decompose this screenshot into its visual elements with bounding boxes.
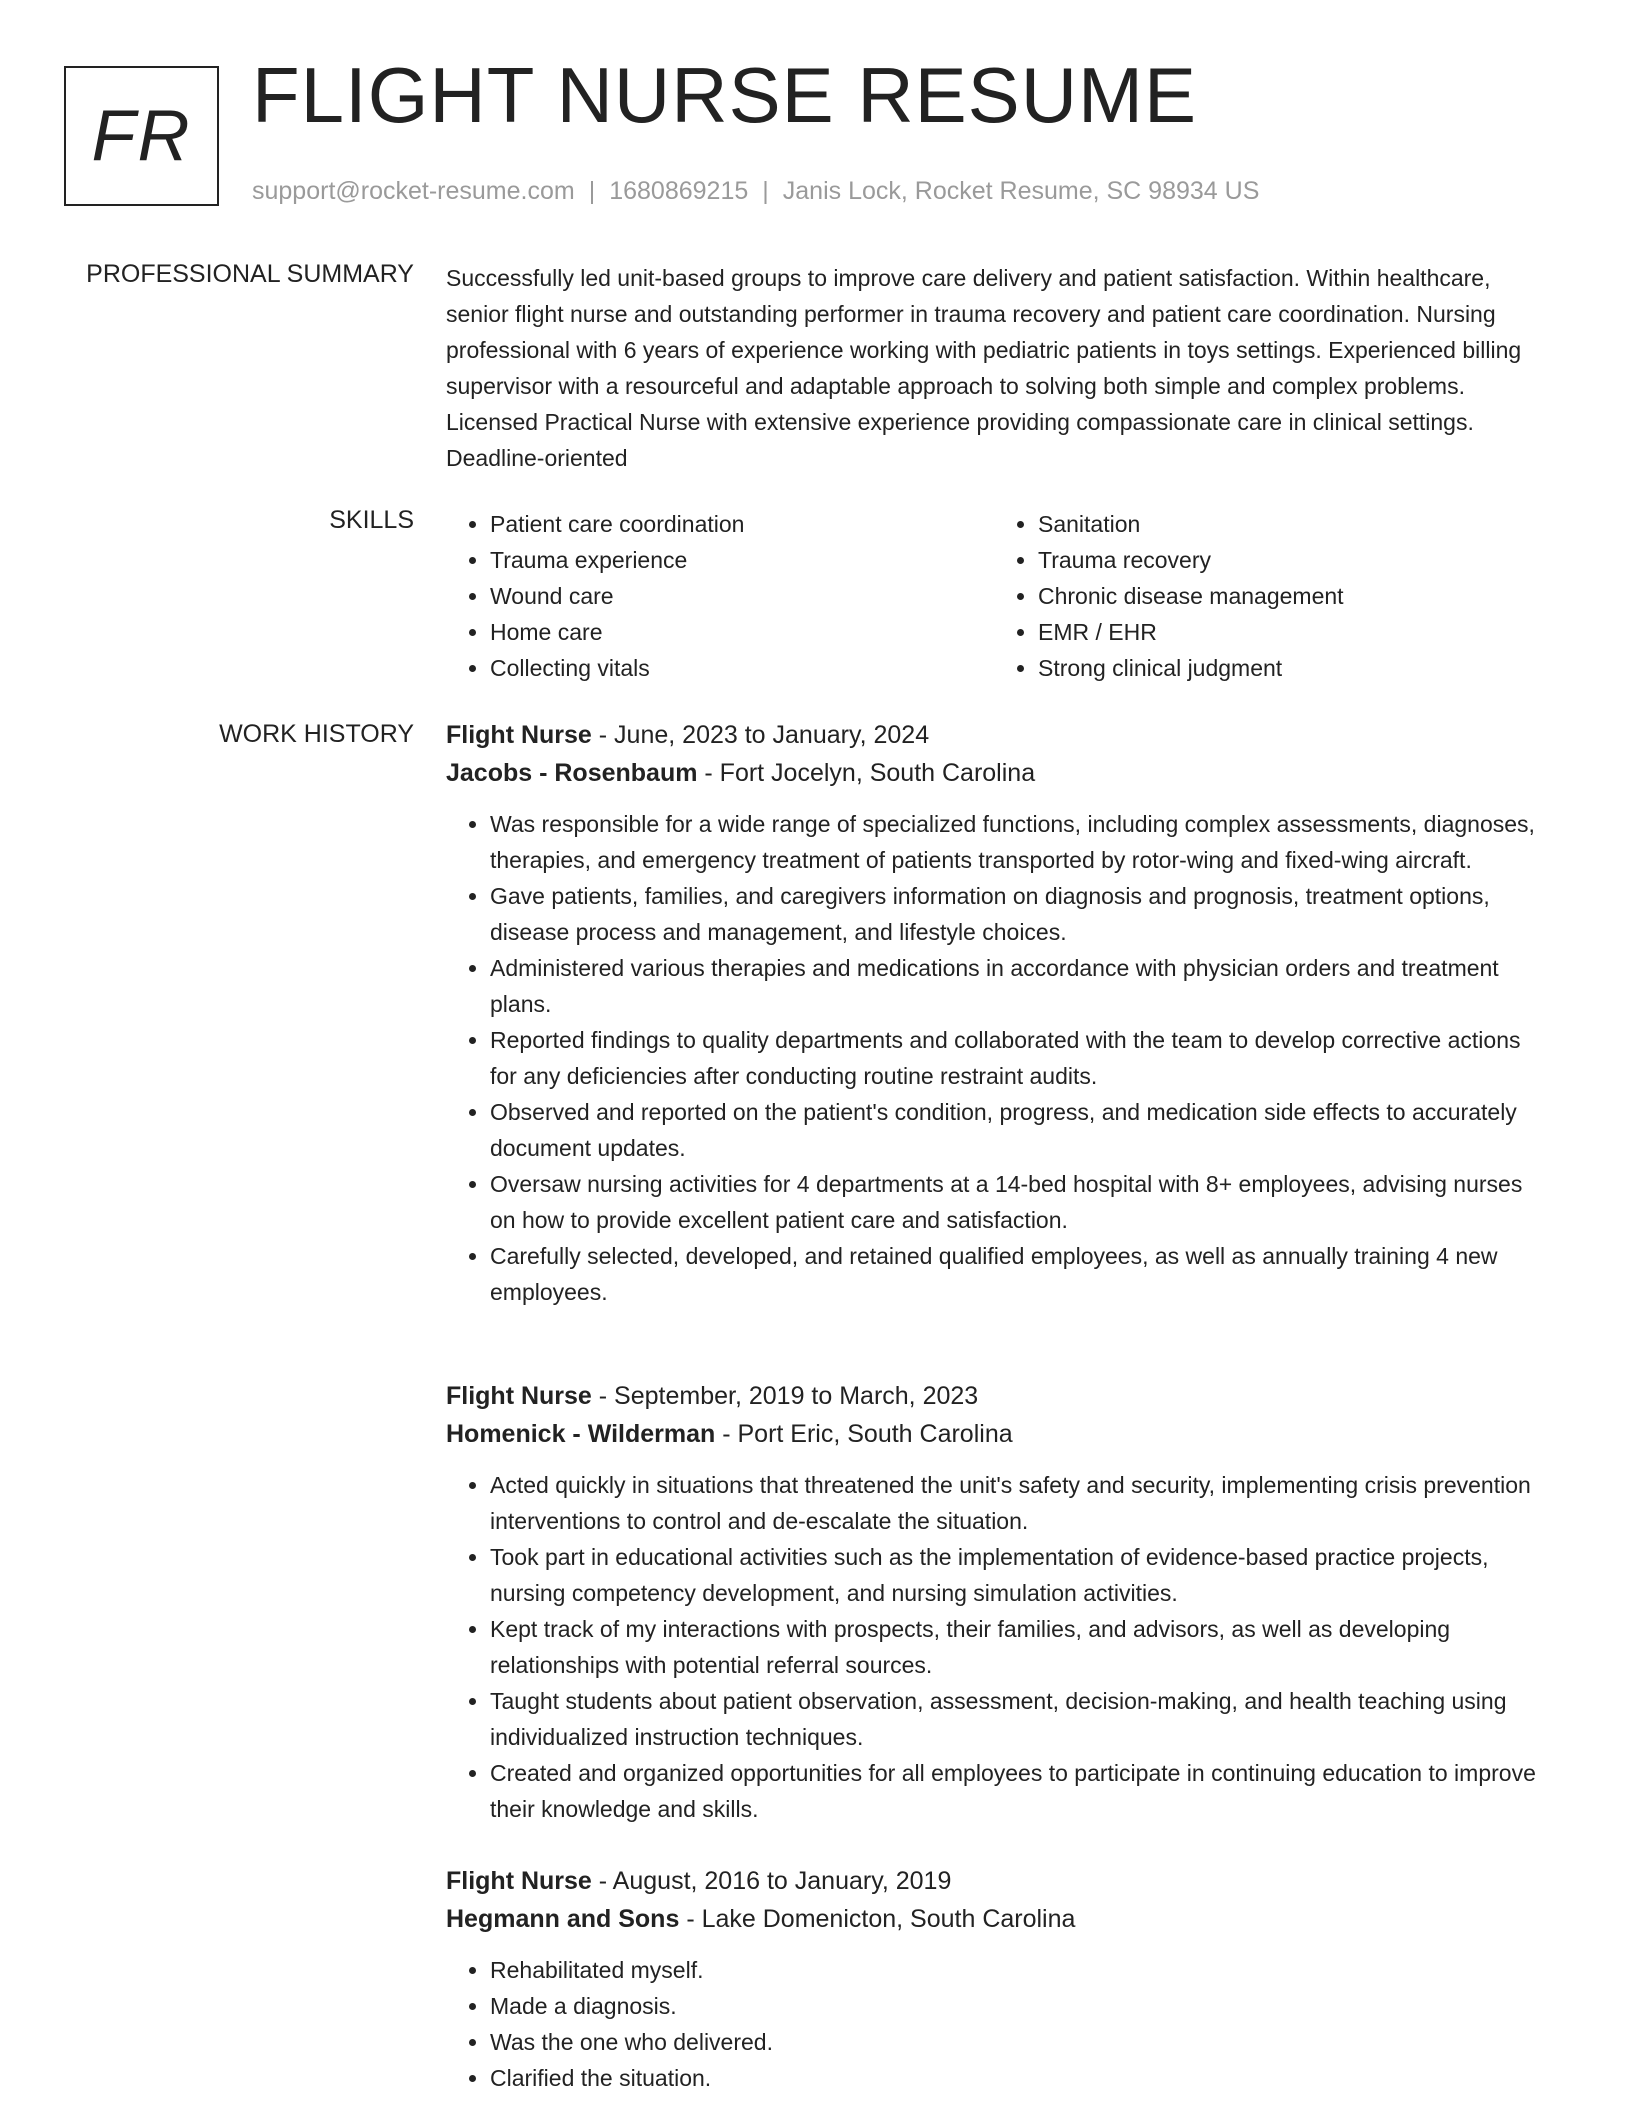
job-bullet: • Observed and reported on the patient's condition, progress, and medication side effects to accurately document updates. — [490, 1094, 1546, 1166]
job-bullet: • Was the one who delivered. — [490, 2024, 1546, 2060]
section-label-skills: SKILLS — [329, 506, 414, 534]
skill-item: • Patient care coordination — [490, 506, 994, 542]
job-bullet: • Acted quickly in situations that threatened the unit's safety and security, implementing crisis prevention interventions to control and de-escalate the situation. — [490, 1467, 1546, 1539]
job-bullet: • Made a diagnosis. — [490, 1988, 1546, 2024]
skills-column-left — [446, 506, 994, 686]
job-location: - Lake Domenicton, South Carolina — [679, 1905, 1076, 1933]
contact-separator: | — [762, 177, 769, 205]
job-title: Flight Nurse — [446, 1867, 592, 1895]
job-bullet: • Taught students about patient observation, assessment, decision-making, and health teaching using individualized instruction techniques. — [490, 1683, 1546, 1755]
skill-item: • Wound care — [490, 578, 994, 614]
skills-list — [446, 506, 1546, 686]
job-title: Flight Nurse — [446, 1382, 592, 1410]
job-bullet: • Was responsible for a wide range of specialized functions, including complex assessments, diagnoses, therapies, and emergency treatment of patients transported by rotor-wing and fixed-wing aircraft. — [490, 806, 1546, 878]
monogram-logo: FR — [64, 66, 219, 206]
job-bullet: • Clarified the situation. — [490, 2060, 1546, 2096]
job-bullets — [446, 806, 1546, 1310]
job-bullet: • Rehabilitated myself. — [490, 1952, 1546, 1988]
job-employer-line — [446, 1415, 1546, 1453]
contact-separator: | — [588, 177, 596, 205]
contact-address: Janis Lock, Rocket Resume, SC 98934 US — [782, 177, 1260, 205]
summary-text: Successfully led unit-based groups to improve care delivery and patient satisfaction. Within healthcare, senior flight nurse and outstanding performer in trauma recovery and patient care coordination. Nursing professional with 6 years of experience working with pediatric patients in toys settings. Experienced billing supervisor with a resourceful and adaptable approach to solving both simple and complex problems. Licensed Practical Nurse with extensive experience providing compassionate care in clinical settings. Deadline-oriented — [446, 265, 1522, 471]
job-bullets — [446, 1467, 1546, 1827]
contact-line — [252, 176, 1259, 206]
section-label-summary: PROFESSIONAL SUMMARY — [86, 260, 414, 288]
job-dates: - June, 2023 to January, 2024 — [591, 721, 930, 749]
job-bullet: • Carefully selected, developed, and retained qualified employees, as well as annually training 4 new employees. — [490, 1238, 1546, 1310]
job-bullet: • Kept track of my interactions with prospects, their families, and advisors, as well as developing relationships with potential referral sources. — [490, 1611, 1546, 1683]
job-entry — [446, 716, 1546, 1310]
job-entry — [446, 1862, 1546, 2096]
job-location: - Port Eric, South Carolina — [715, 1420, 1013, 1448]
job-title-line — [446, 1377, 1546, 1415]
skill-item: • Home care — [490, 614, 994, 650]
job-bullets — [446, 1952, 1546, 2096]
job-title-line — [446, 1862, 1546, 1900]
job-bullet: • Took part in educational activities such as the implementation of evidence-based practice projects, nursing competency development, and nursing simulation activities. — [490, 1539, 1546, 1611]
job-bullet: • Oversaw nursing activities for 4 departments at a 14-bed hospital with 8+ employees, advising nurses on how to provide excellent patient care and satisfaction. — [490, 1166, 1546, 1238]
skill-item: • Collecting vitals — [490, 650, 994, 686]
job-dates: - August, 2016 to January, 2019 — [591, 1867, 952, 1895]
job-bullet: • Gave patients, families, and caregivers information on diagnosis and prognosis, treatment options, disease process and management, and lifestyle choices. — [490, 878, 1546, 950]
job-employer: Homenick - Wilderman — [446, 1420, 716, 1448]
contact-email: support@rocket-resume.com — [252, 177, 575, 205]
skill-item: • Trauma recovery — [1038, 542, 1542, 578]
skill-item: • Chronic disease management — [1038, 578, 1542, 614]
skill-item: • EMR / EHR — [1038, 614, 1542, 650]
job-title-line — [446, 716, 1546, 754]
job-location: - Fort Jocelyn, South Carolina — [697, 759, 1036, 787]
page-title: FLIGHT NURSE RESUME — [252, 51, 1198, 139]
job-employer: Hegmann and Sons — [446, 1905, 680, 1933]
job-dates: - September, 2019 to March, 2023 — [591, 1382, 979, 1410]
skills-column-right — [994, 506, 1542, 686]
job-employer: Jacobs - Rosenbaum — [446, 759, 698, 787]
skill-item: • Sanitation — [1038, 506, 1542, 542]
contact-phone: 1680869215 — [609, 177, 749, 205]
skill-item: • Strong clinical judgment — [1038, 650, 1542, 686]
job-bullet: • Administered various therapies and medications in accordance with physician orders and treatment plans. — [490, 950, 1546, 1022]
job-entry — [446, 1377, 1546, 1827]
job-title: Flight Nurse — [446, 721, 592, 749]
section-label-work-history: WORK HISTORY — [219, 720, 414, 748]
job-bullet: • Created and organized opportunities for all employees to participate in continuing education to improve their knowledge and skills. — [490, 1755, 1546, 1827]
job-bullet: • Reported findings to quality departments and collaborated with the team to develop corrective actions for any deficiencies after conducting routine restraint audits. — [490, 1022, 1546, 1094]
job-employer-line — [446, 754, 1546, 792]
job-employer-line — [446, 1900, 1546, 1938]
skill-item: • Trauma experience — [490, 542, 994, 578]
